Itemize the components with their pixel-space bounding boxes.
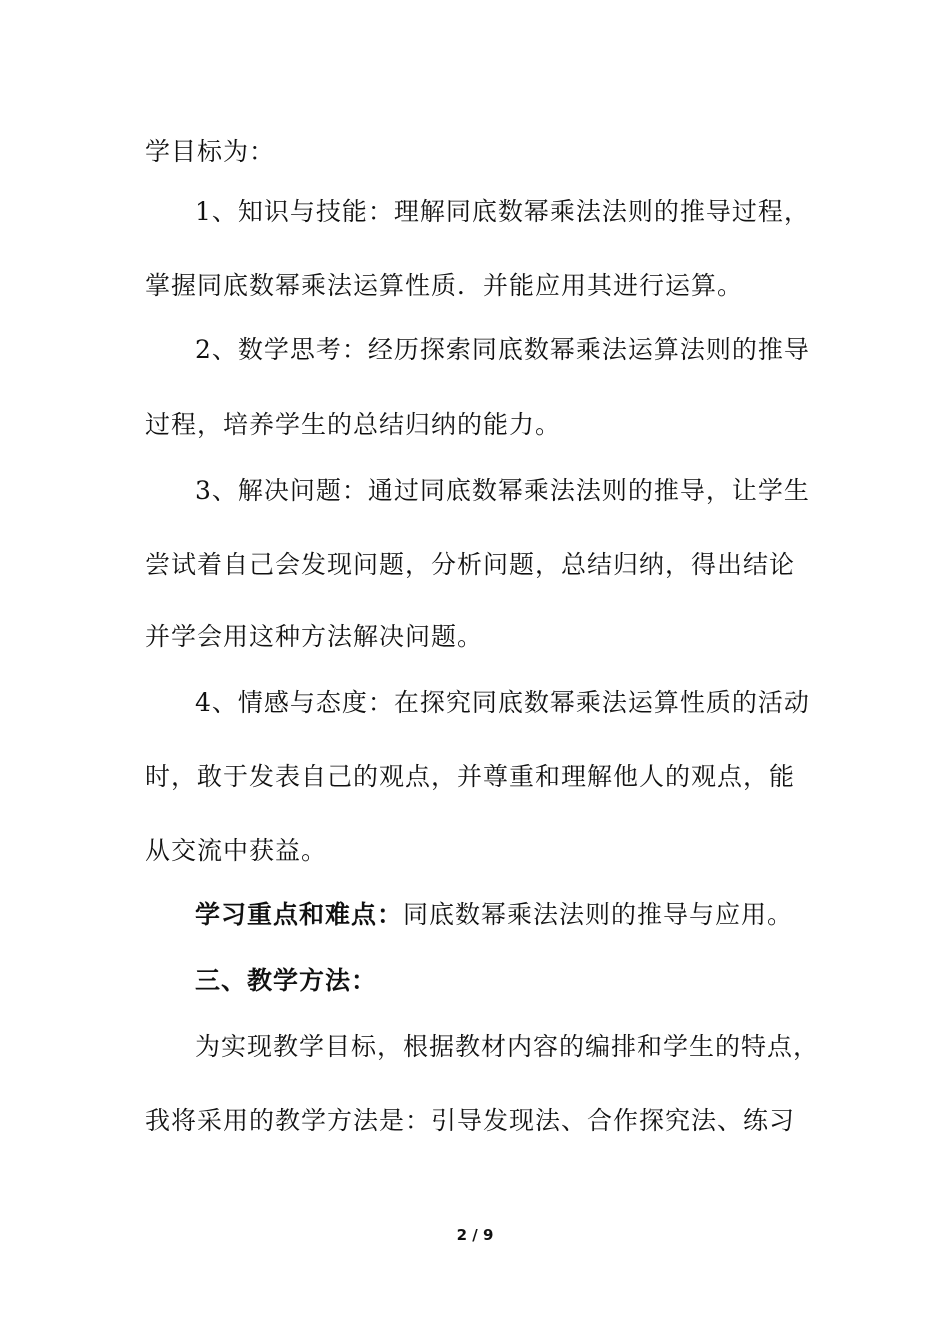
page-number: 2 / 9 <box>456 1226 494 1244</box>
text-line: 2、数学思考：经历探索同底数幂乘法运算法则的推导 <box>195 335 810 364</box>
text-line: 为实现教学目标，根据教材内容的编排和学生的特点， <box>195 1032 820 1061</box>
text-line: 1、知识与技能：理解同底数幂乘法法则的推导过程， <box>195 197 810 226</box>
text-line: 4、情感与态度：在探究同底数幂乘法运算性质的活动 <box>195 688 810 717</box>
section-heading: 三、教学方法： <box>195 966 378 995</box>
text-line: 我将采用的教学方法是：引导发现法、合作探究法、练习 <box>145 1106 796 1135</box>
key-points-line <box>195 899 793 931</box>
text-line: 3、解决问题：通过同底数幂乘法法则的推导，让学生 <box>195 476 810 505</box>
text-line: 尝试着自己会发现问题，分析问题，总结归纳，得出结论 <box>145 550 796 579</box>
text-line: 从交流中获益。 <box>145 836 328 865</box>
text-line: 过程，培养学生的总结归纳的能力。 <box>145 410 562 439</box>
text-line: 掌握同底数幂乘法运算性质．并能应用其进行运算。 <box>145 271 744 300</box>
key-points-label: 学习重点和难点： <box>195 900 404 929</box>
text-line: 并学会用这种方法解决问题。 <box>145 622 484 651</box>
key-points-text: 同底数幂乘法法则的推导与应用。 <box>403 900 794 929</box>
text-line: 时，敢于发表自己的观点，并尊重和理解他人的观点，能 <box>145 762 796 791</box>
text-line: 学目标为： <box>145 137 276 166</box>
